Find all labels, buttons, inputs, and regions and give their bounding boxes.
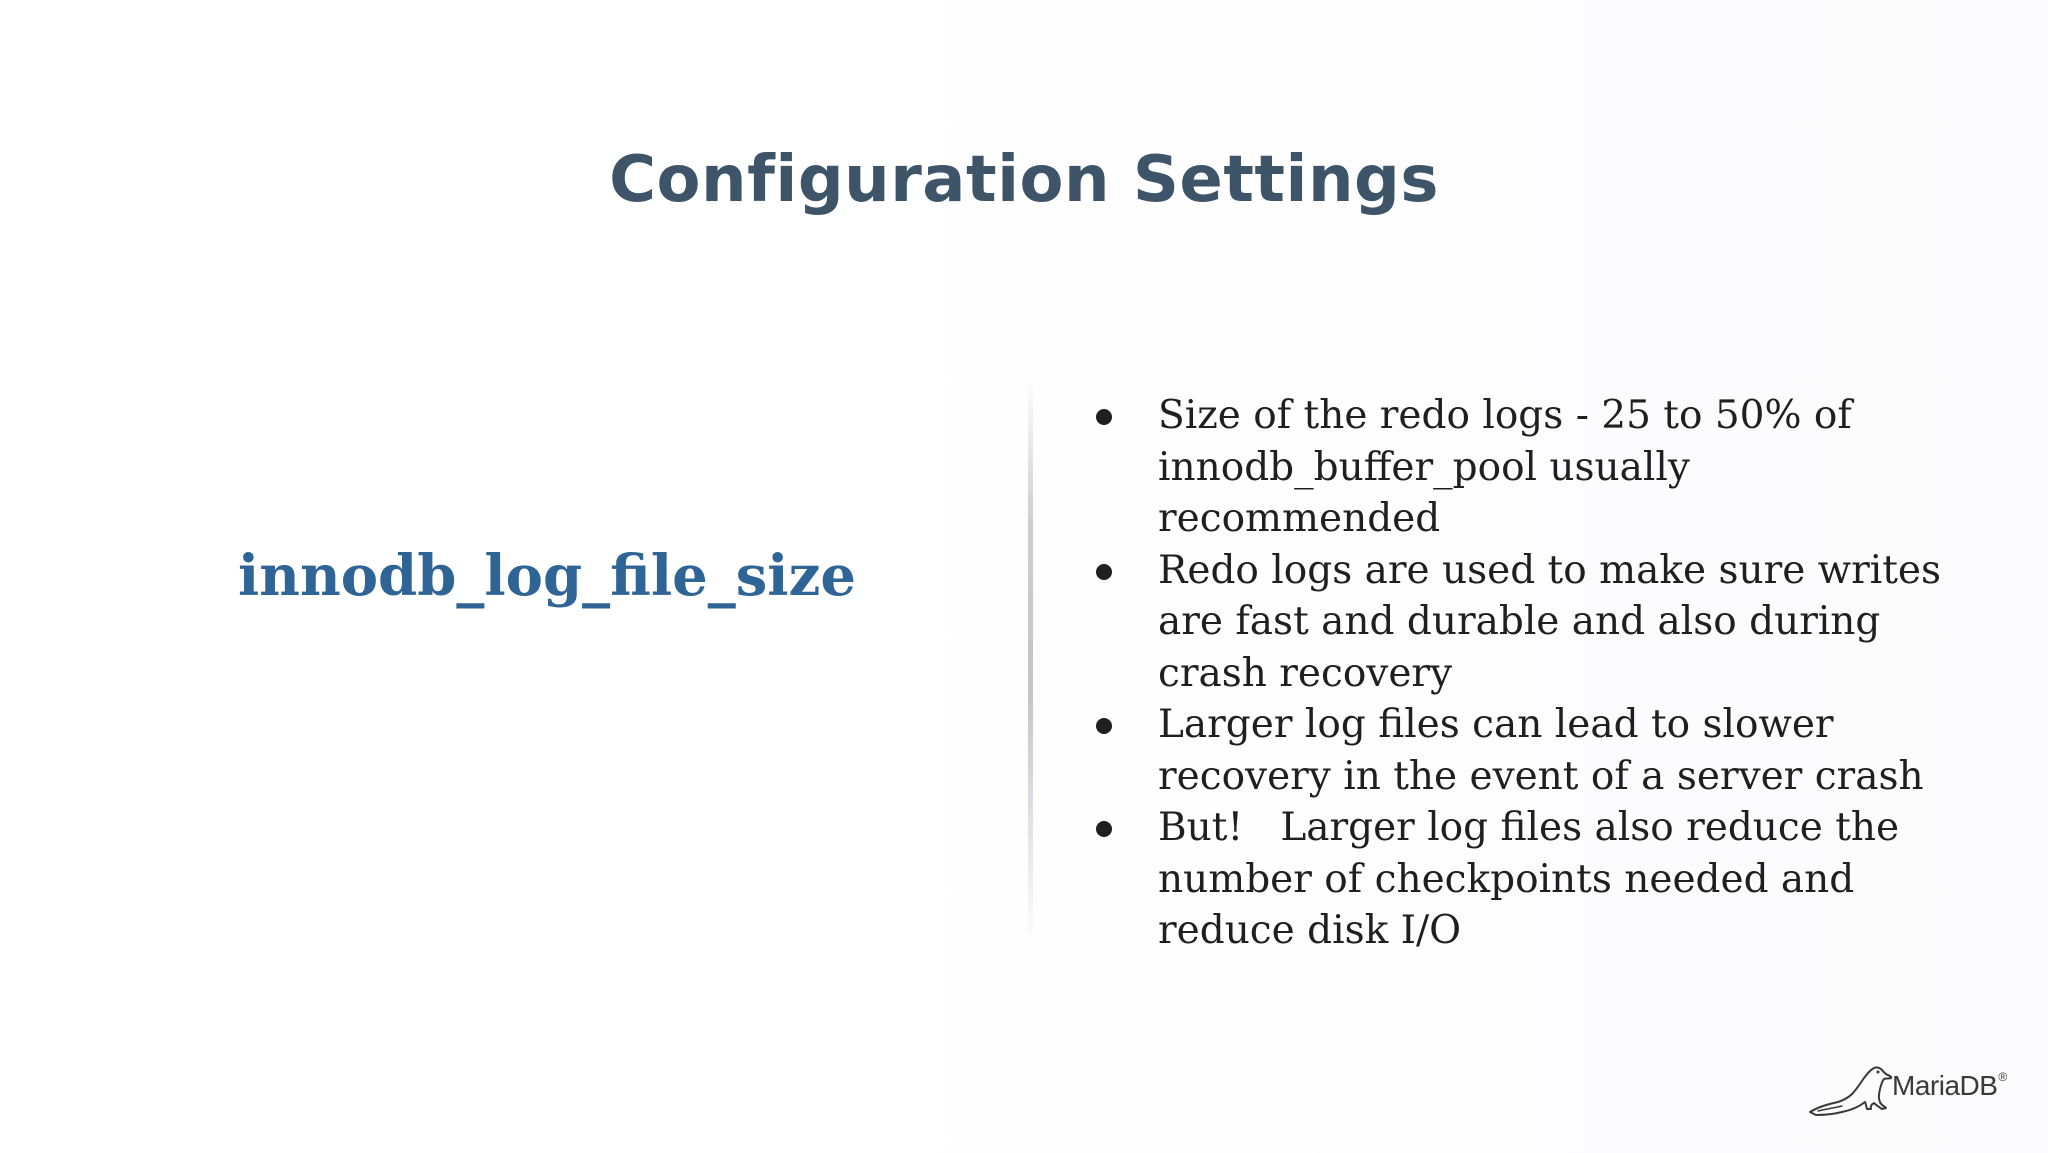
logo-wordmark: MariaDB: [1892, 1070, 1998, 1101]
logo-text: [1892, 1070, 2007, 1102]
slide-title: Configuration Settings: [609, 143, 1439, 217]
bullet-list: [1090, 390, 1954, 957]
bullet-text: Larger log files can lead to slower recovery in the event of a server crash: [1158, 702, 1924, 799]
bullet-item: [1090, 545, 1954, 700]
bullet-item: [1090, 699, 1950, 802]
sea-lion-icon: [1808, 1058, 1898, 1118]
registered-mark: ®: [1998, 1070, 2007, 1084]
bullet-dot-icon: [1096, 409, 1112, 425]
bullet-dot-icon: [1096, 718, 1112, 734]
bullet-text: Redo logs are used to make sure writes are fast and durable and also during crash recovery: [1158, 547, 1954, 696]
mariadb-logo: [1808, 1058, 2008, 1118]
bullet-item: [1090, 802, 1950, 957]
bullet-dot-icon: [1096, 821, 1112, 837]
bullet-text: Size of the redo logs - 25 to 50% of innodb_buffer_pool usually recommended: [1158, 393, 1865, 541]
setting-name: innodb_log_file_size: [238, 543, 856, 609]
bullet-text: But! Larger log files also reduce the number of checkpoints needed and reduce disk I/O: [1158, 805, 1912, 953]
column-divider: [1028, 380, 1033, 945]
bullet-dot-icon: [1096, 564, 1112, 580]
bullet-item: [1090, 390, 1950, 545]
